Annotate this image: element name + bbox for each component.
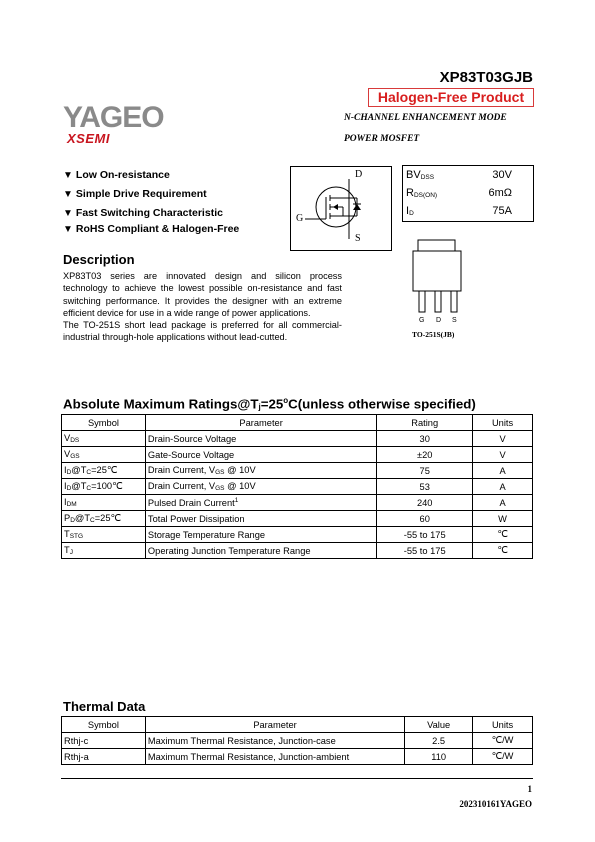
page-number: 1 bbox=[527, 784, 532, 794]
table-row bbox=[62, 733, 533, 749]
description-text: XP83T03 series are innovated design and silicon process technology to achieve the lowest possible on-resistance and fast switching performance. It provides the designer with an extreme efficient device for use in a wide range of power applications. The TO-251S short lead package is preferred for all commercial-industrial through-hole applications without lead-cutted. bbox=[63, 271, 342, 343]
to251s-package-icon bbox=[405, 236, 475, 341]
table-cell: $T_J$ bbox=[62, 543, 146, 559]
table-cell: -55 to 175 bbox=[377, 543, 473, 559]
table-row bbox=[62, 511, 533, 527]
table-cell: Operating Junction Temperature Range bbox=[145, 543, 376, 559]
pin-label-d: D bbox=[436, 317, 442, 324]
table-cell: Units bbox=[473, 717, 533, 733]
table-header-row bbox=[62, 717, 533, 733]
source-label: S bbox=[355, 233, 361, 244]
feature-item: ▼ Low On-resistance bbox=[63, 169, 170, 181]
spec-row-rdson: $R_{DS(ON)}$ 6mΩ bbox=[406, 187, 512, 199]
table-cell: ℃ bbox=[473, 527, 533, 543]
table-cell: $P_D@T_C=25℃$ bbox=[62, 511, 146, 527]
table-cell: $V_{GS}$ bbox=[62, 447, 146, 463]
document-id: 202310161YAGEO bbox=[459, 799, 532, 809]
table-cell: 30 bbox=[377, 431, 473, 447]
table-cell: V bbox=[473, 447, 533, 463]
table-row bbox=[62, 543, 533, 559]
table-row bbox=[62, 479, 533, 495]
table-cell: A bbox=[473, 463, 533, 479]
table-cell: Units bbox=[473, 415, 533, 431]
table-cell: 60 bbox=[377, 511, 473, 527]
mosfet-symbol-icon bbox=[291, 167, 391, 250]
table-cell: Rthj-c bbox=[62, 733, 146, 749]
mosfet-symbol-box bbox=[290, 166, 392, 251]
table-cell: Rthj-a bbox=[62, 749, 146, 765]
feature-item: ▼ RoHS Compliant & Halogen-Free bbox=[63, 223, 240, 235]
table-cell: -55 to 175 bbox=[377, 527, 473, 543]
key-spec-box bbox=[402, 165, 534, 222]
table-cell: ℃/W bbox=[473, 749, 533, 765]
table-cell: $I_D@T_C=100℃$ bbox=[62, 479, 146, 495]
table-cell: ℃ bbox=[473, 543, 533, 559]
table-cell: Symbol bbox=[62, 717, 146, 733]
table-cell: 53 bbox=[377, 479, 473, 495]
subtitle-type: POWER MOSFET bbox=[344, 134, 420, 144]
table-cell: Maximum Thermal Resistance, Junction-ambient bbox=[145, 749, 404, 765]
table-header-row bbox=[62, 415, 533, 431]
package-label: TO-251S(JB) bbox=[412, 330, 455, 339]
table-row bbox=[62, 749, 533, 765]
feature-item: ▼ Fast Switching Characteristic bbox=[63, 207, 223, 219]
table-cell: Value bbox=[405, 717, 473, 733]
table-cell: ℃/W bbox=[473, 733, 533, 749]
table-cell: Drain Current, $V_{GS}$ @ 10V bbox=[145, 463, 376, 479]
table-row bbox=[62, 495, 533, 511]
spec-row-id: $I_D$ 75A bbox=[406, 205, 512, 217]
table-cell: A bbox=[473, 479, 533, 495]
spec-row-bvdss: $BV_{DSS}$ 30V bbox=[406, 169, 512, 181]
table-cell: Gate-Source Voltage bbox=[145, 447, 376, 463]
triangle-bullet-icon: ▼ bbox=[63, 189, 73, 200]
triangle-bullet-icon: ▼ bbox=[63, 224, 73, 235]
table-cell: Symbol bbox=[62, 415, 146, 431]
table-cell: ±20 bbox=[377, 447, 473, 463]
logo-yageo: YAGEO bbox=[63, 101, 164, 134]
table-cell: Storage Temperature Range bbox=[145, 527, 376, 543]
package-drawing bbox=[405, 236, 475, 341]
triangle-bullet-icon: ▼ bbox=[63, 170, 73, 181]
triangle-bullet-icon: ▼ bbox=[63, 208, 73, 219]
table-cell: Parameter bbox=[145, 415, 376, 431]
table-cell: Parameter bbox=[145, 717, 404, 733]
logo-xsemi: XSEMI bbox=[67, 131, 110, 146]
thermal-table bbox=[61, 716, 533, 765]
table-row bbox=[62, 463, 533, 479]
table-row bbox=[62, 527, 533, 543]
table-cell: $I_D@T_C=25℃$ bbox=[62, 463, 146, 479]
table-cell: V bbox=[473, 431, 533, 447]
table-row bbox=[62, 447, 533, 463]
table-cell: Rating bbox=[377, 415, 473, 431]
table-cell: 110 bbox=[405, 749, 473, 765]
table-cell: Maximum Thermal Resistance, Junction-case bbox=[145, 733, 404, 749]
thermal-heading: Thermal Data bbox=[63, 699, 146, 714]
table-cell: Pulsed Drain Current$^1$ bbox=[145, 495, 376, 511]
table-cell: Drain Current, $V_{GS}$ @ 10V bbox=[145, 479, 376, 495]
pin-label-s: S bbox=[452, 317, 457, 324]
table-cell: $V_{DS}$ bbox=[62, 431, 146, 447]
table-cell: $T_{STG}$ bbox=[62, 527, 146, 543]
footer-rule bbox=[61, 778, 533, 779]
halogen-free-badge: Halogen-Free Product bbox=[368, 88, 534, 107]
subtitle-mode: N-CHANNEL ENHANCEMENT MODE bbox=[344, 113, 507, 123]
table-cell: 2.5 bbox=[405, 733, 473, 749]
pin-label-g: G bbox=[419, 317, 425, 324]
gate-label: G bbox=[296, 213, 304, 224]
abs-max-heading: Absolute Maximum $Ratings@T_j=25^oC(unless$ otherwise specified) bbox=[63, 396, 476, 412]
abs-max-table bbox=[61, 414, 533, 559]
description-heading: Description bbox=[63, 252, 135, 267]
feature-item: ▼ Simple Drive Requirement bbox=[63, 188, 207, 200]
drain-label: D bbox=[355, 169, 363, 180]
part-number: XP83T03GJB bbox=[439, 69, 533, 86]
table-row bbox=[62, 431, 533, 447]
table-cell: A bbox=[473, 495, 533, 511]
table-cell: Total Power Dissipation bbox=[145, 511, 376, 527]
table-cell: $I_{DM}$ bbox=[62, 495, 146, 511]
table-cell: 75 bbox=[377, 463, 473, 479]
table-cell: Drain-Source Voltage bbox=[145, 431, 376, 447]
table-cell: 240 bbox=[377, 495, 473, 511]
table-cell: W bbox=[473, 511, 533, 527]
